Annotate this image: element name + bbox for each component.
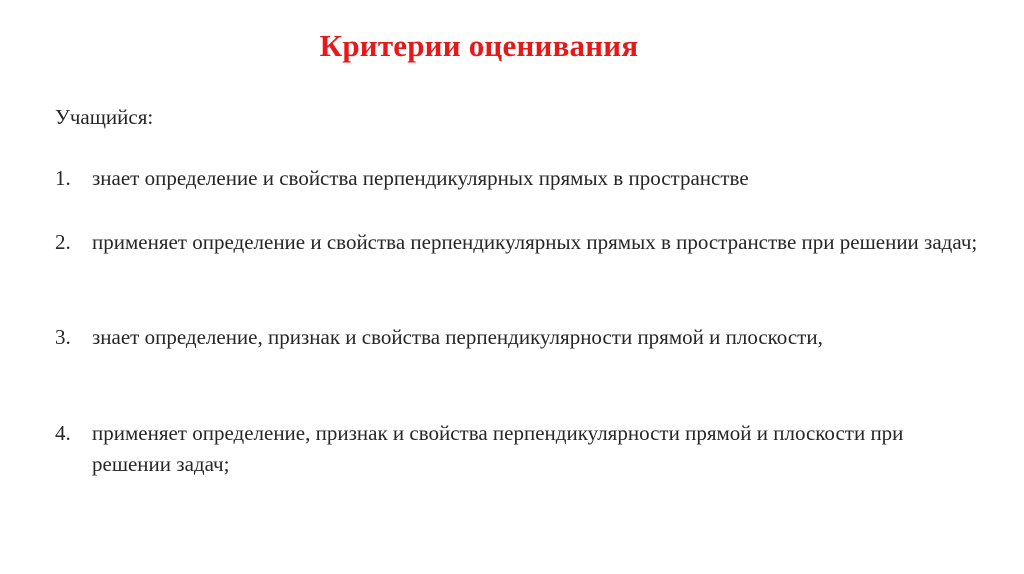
criterion-text: применяет определение и свойства перпендикулярных прямых в пространстве при решении задач; [92,230,978,254]
criterion-number: 1. [55,166,71,190]
criterion-text: знает определение и свойства перпендикулярных прямых в пространстве [92,166,749,190]
intro-text: Учащийся: [55,105,154,129]
criterion-item [55,418,985,480]
criterion-number: 2. [55,230,71,254]
criterion-text: применяет определение, признак и свойства перпендикулярности прямой и плоскости при решении задач; [92,421,904,476]
criterion-item [55,227,985,258]
criterion-number: 3. [55,325,71,349]
slide-title: Критерии оценивания [319,28,639,63]
criterion-number: 4. [55,421,71,445]
criterion-item [55,322,985,353]
criterion-text: знает определение, признак и свойства перпендикулярности прямой и плоскости, [92,325,823,349]
criterion-item [55,163,985,194]
